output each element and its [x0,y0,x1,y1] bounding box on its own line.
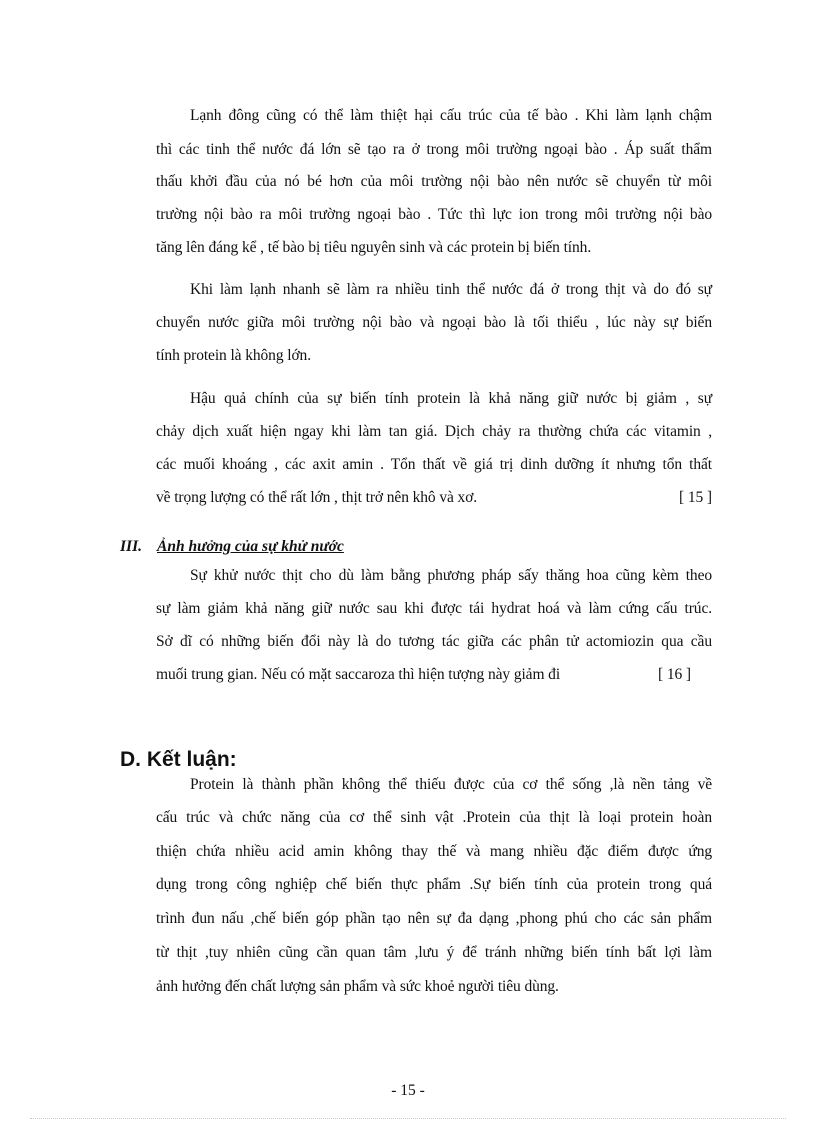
text-line: thiện chứa nhiều acid amin không thay thế và mang nhiều đặc điểm được ứng [156,843,712,860]
text-line: thì các tinh thể nước đá lớn sẽ tạo ra ở trong môi trường ngoại bào . Áp suất thẩm [156,141,712,158]
text-line: cấu trúc và chức năng của cơ thể sinh vật .Protein của thịt là loại protein hoàn [156,809,712,826]
text-line-content: về trọng lượng có thể rất lớn , thịt trở nên khô và xơ. [156,489,478,506]
text-line [156,488,712,508]
text-line: Protein là thành phần không thể thiếu được của cơ thể sống ,là nền tảng về [190,776,712,793]
text-line: sự làm giảm khả năng giữ nước sau khi được tái hydrat hoá và làm cứng cấu trúc. [156,600,712,617]
section-iii-heading [120,538,344,556]
text-line: các muối khoáng , các axit amin . Tổn thất về giá trị dinh dưỡng ít nhưng tổn thất [156,456,712,473]
text-line: chuyển nước giữa môi trường nội bào và ngoại bào là tối thiểu , lúc này sự biến [156,314,712,331]
text-line: Hậu quả chính của sự biến tính protein là khả năng giữ nước bị giảm , sự [190,390,712,407]
section-iii-title: Ảnh hưởng của sự khử nước [157,538,344,555]
text-line: ảnh hưởng đến chất lượng sản phẩm và sức khoẻ người tiêu dùng. [156,978,559,995]
citation-15: [ 15 ] [679,489,712,506]
text-line: từ thịt ,tuy nhiên cũng cần quan tâm ,lưu ý để tránh những biến tính bất lợi làm [156,944,712,961]
text-line: dụng trong công nghiệp chế biến thực phẩm .Sự biến tính của protein trong quá [156,876,712,893]
text-line-content: muối trung gian. Nếu có mặt saccaroza thì hiện tượng này giảm đi [156,666,561,683]
text-line: Sự khử nước thịt cho dù làm bằng phương pháp sấy thăng hoa cũng kèm theo [190,567,712,584]
text-line: chảy dịch xuất hiện ngay khi làm tan giá. Dịch chảy ra thường chứa các vitamin , [156,423,712,440]
text-line [156,665,691,685]
text-line: thấu khởi đầu của nó bé hơn của môi trường nội bào nên nước sẽ chuyển từ môi [156,173,712,190]
text-line: Sở dĩ có những biến đổi này là do tương tác giữa các phân tử actomiozin qua cầu [156,633,712,650]
text-line: trường nội bào ra môi trường ngoại bào . Tức thì lực ion trong môi trường nội bào [156,206,712,223]
page-bottom-divider [30,1118,786,1119]
text-line: tính protein là không lớn. [156,347,311,364]
section-d-heading: D. Kết luận: [120,748,237,771]
text-line: trình đun nấu ,chế biến góp phần tạo nên sự đa dạng ,phong phú cho các sản phẩm [156,910,712,927]
citation-16: [ 16 ] [658,666,691,683]
text-line: Lạnh đông cũng có thể làm thiệt hại cấu trúc của tế bào . Khi làm lạnh chậm [190,107,712,124]
page-number: - 15 - [391,1082,425,1099]
section-iii-number: III. [120,538,142,555]
text-line: tăng lên đáng kể , tế bào bị tiêu nguyên sinh và các protein bị biến tính. [156,239,592,256]
text-line: Khi làm lạnh nhanh sẽ làm ra nhiều tinh thể nước đá ở trong thịt và do đó sự [190,281,712,298]
